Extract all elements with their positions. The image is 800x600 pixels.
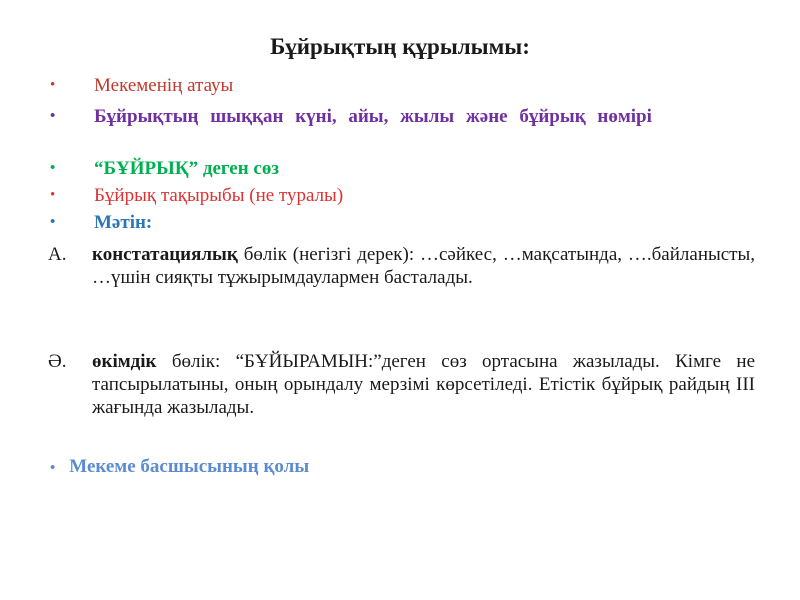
bullet-order-topic (50, 184, 755, 207)
bullet-dot-icon: • (50, 460, 56, 476)
signature-bullet (50, 456, 309, 478)
bullet-text: Бұйрықтың шыққан күні, айы, жылы және бұйрық нөмірі (94, 106, 652, 127)
bullet-text-label (50, 211, 755, 234)
bullet-dot-icon: • (50, 77, 56, 93)
signature-text: Мекеме басшысының қолы (69, 456, 310, 477)
bullet-text: Мәтін: (94, 212, 153, 233)
paragraph-text: бөлік: “БҰЙЫРАМЫН:”деген сөз ортасына жазылады. Кімге не тапсырылатыны, оның орындалу мерзімі көрсетіледі. Етістік бұйрық райдың ІІІ жағында жазылады. (92, 351, 755, 418)
bullet-institution-name (50, 74, 755, 97)
paragraph-text: бөлік (негізгі дерек): …сәйкес, …мақсатында, ….байланысты, …үшін сияқты тұжырымдаулармен басталады. (92, 244, 756, 288)
slide-title: Бұйрықтың құрылымы: (270, 34, 530, 59)
paragraph-marker: Ә. (48, 351, 67, 372)
paragraph-bold-term: өкімдік (92, 351, 157, 372)
bullet-text: “БҰЙРЫҚ” деген сөз (94, 158, 279, 179)
bullet-dot-icon: • (50, 160, 56, 176)
bullet-order-word (50, 157, 755, 180)
bullet-order-date-number (50, 105, 755, 128)
bullet-text: Мекеменің атауы (94, 75, 234, 96)
paragraph-body (92, 350, 755, 419)
paragraph-bold-term: констатациялық (92, 244, 238, 265)
bullet-dot-icon: • (50, 187, 56, 203)
paragraph-statement-part (48, 243, 755, 289)
paragraph-order-part (48, 350, 755, 419)
bullet-dot-icon: • (50, 108, 56, 124)
bullet-dot-icon: • (50, 214, 56, 230)
bullet-text: Бұйрық тақырыбы (не туралы) (94, 185, 344, 206)
paragraph-body (92, 243, 755, 289)
paragraph-marker: А. (48, 244, 67, 265)
